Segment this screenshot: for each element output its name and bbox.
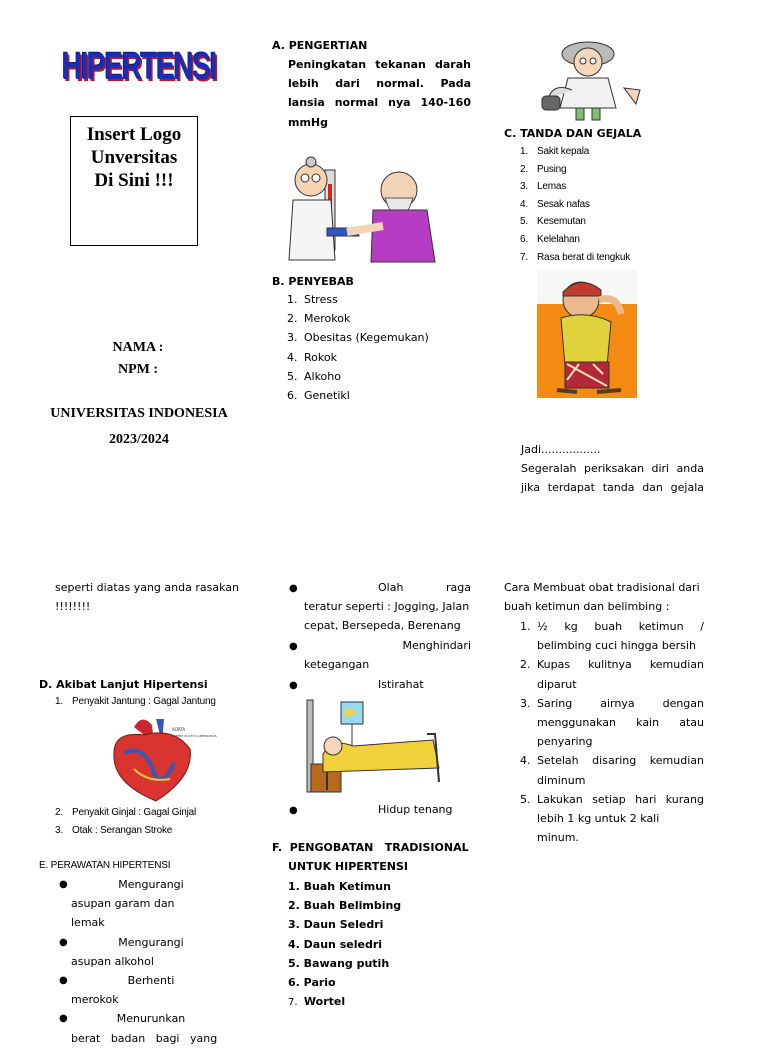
perawatan-list xyxy=(59,875,218,1048)
tanda-heading: C. TANDA DAN GEJALA xyxy=(504,127,642,140)
list-item: 3. Daun Seledri xyxy=(288,918,384,932)
logo-text-line-3: Di Sini !!! xyxy=(94,170,174,191)
cara-steps xyxy=(520,617,704,847)
advice-line: !!!!!!!! xyxy=(55,600,91,614)
heart-anatomy-illustration xyxy=(104,713,217,803)
list-item: 4. Daun seledri xyxy=(288,937,383,951)
pengobatan-heading-line1: F. PENGOBATAN TRADISIONAL xyxy=(272,841,469,854)
list-item: 1. Stress xyxy=(287,293,338,306)
list-item: 3. Saring airnya dengan menggunakan kain atau penyaring xyxy=(520,696,704,749)
list-item: 2. Merokok xyxy=(287,312,351,326)
akibat-heading: D. Akibat Lanjut Hipertensi xyxy=(39,678,208,691)
heart-label-ductus: PATENT DUCTUS ARTERIOSUS xyxy=(172,734,217,738)
menghindari-item: Menghindari ketegangan xyxy=(304,639,471,672)
list-item: 5. Bawang putih xyxy=(288,956,390,970)
pengertian-line: Peningkatan tekanan darah xyxy=(288,58,471,71)
list-item: 2. Kupas kulitnya kemudian diparut xyxy=(520,658,704,691)
pengertian-heading: A. PENGERTIAN xyxy=(272,39,368,52)
nama-label: NAMA : xyxy=(112,340,164,355)
list-item: ● Mengurangi asupan garam dan lemak xyxy=(59,878,184,930)
university-name: UNIVERSITAS INDONESIA xyxy=(50,406,228,421)
pengertian-text xyxy=(288,55,471,132)
list-item: 7. Rasa berat di tengkuk xyxy=(520,251,631,263)
list-item: 6. Kelelahan xyxy=(520,233,580,245)
olah-raga-item: Olah raga teratur seperti : Jogging, Jalan cepat, Bersepeda, Berenang xyxy=(304,581,471,633)
list-item: 6. Genetikl xyxy=(287,389,350,403)
list-item: 1. ½ kg buah ketimun / belimbing cuci hingga bersih xyxy=(520,620,704,653)
pengobatan-heading-line2: UNTUK HIPERTENSI xyxy=(288,860,409,873)
heart-label-aorta: AORTA xyxy=(172,727,186,732)
hidup-tenang-item: Hidup tenang xyxy=(378,803,453,816)
list-item: 7. Wortel xyxy=(288,995,346,1009)
list-item: 3. Lemas xyxy=(520,181,567,193)
list-item: 2. Buah Belimbing xyxy=(288,899,402,913)
akibat-list-part2 xyxy=(55,804,252,839)
list-item: 2. Pusing xyxy=(520,163,567,175)
list-item: 5. Kesemutan xyxy=(520,216,586,228)
logo-placeholder-box xyxy=(70,116,198,246)
cara-intro xyxy=(504,578,704,616)
list-item: 1. Sakit kepala xyxy=(520,146,590,157)
pengertian-line: mmHg xyxy=(288,115,329,129)
nurse-illustration xyxy=(538,38,644,122)
perawatan-heading: E. PERAWATAN HIPERTENSI xyxy=(39,860,171,871)
list-item: 1. Penyakit Jantung : Gagal Jantung xyxy=(55,696,216,707)
list-item: 5. Lakukan setiap hari kurang lebih 1 kg untuk 2 kali minum. xyxy=(520,792,704,845)
man-neck-pain-illustration xyxy=(537,270,637,398)
penyebab-list xyxy=(287,290,474,405)
list-item: 1. Buah Ketimun xyxy=(288,880,391,893)
list-item: 4. Setelah disaring kemudian diminum xyxy=(520,754,704,787)
jadi-advice xyxy=(521,459,704,497)
istirahat-item: Istirahat xyxy=(378,678,424,691)
doctor-measuring-blood-pressure-illustration xyxy=(287,150,439,264)
bullet-hidup: ● xyxy=(289,805,298,816)
list-item: ● Mengurangi asupan alkohol xyxy=(59,935,184,968)
academic-year: 2023/2024 xyxy=(109,432,169,447)
pengobatan-list xyxy=(288,877,468,1012)
list-item: ● Berhenti merokok xyxy=(59,974,175,1007)
list-item: 6. Pario xyxy=(288,976,336,990)
pengertian-line: lebih dari normal. Pada xyxy=(288,77,471,91)
akibat-list-part1 xyxy=(55,693,252,711)
tanda-list xyxy=(520,143,717,266)
logo-text-line-1: Insert Logo xyxy=(86,124,182,145)
list-item: 2. Penyakit Ginjal : Gagal Ginjal xyxy=(55,807,197,818)
list-item: 3. Otak : Serangan Stroke xyxy=(55,824,173,836)
list-item: ● Menurunkan berat badan bagi yang xyxy=(59,1012,218,1045)
advice-line: jika terdapat tanda dan gejala xyxy=(521,481,704,495)
jadi-text: Jadi................. xyxy=(521,443,601,456)
cara-intro-line: Cara Membuat obat tradisional dari xyxy=(504,581,700,594)
advice-line: Segeralah periksakan diri anda xyxy=(521,462,704,475)
logo-text-line-2: Unversitas xyxy=(90,147,178,168)
list-item: 4. Sesak nafas xyxy=(520,198,590,210)
patient-resting-in-bed-illustration xyxy=(303,698,445,796)
npm-label: NPM : xyxy=(117,362,159,377)
penyebab-heading: B. PENYEBAB xyxy=(272,275,354,288)
advice-line: seperti diatas yang anda rasakan xyxy=(55,581,239,594)
jadi-advice-continued xyxy=(55,578,245,616)
bullet-istirahat: ● xyxy=(289,680,298,691)
bullet-menghindari: ● xyxy=(289,641,298,652)
cara-intro-line: buah ketimun dan belimbing : xyxy=(504,600,670,614)
bullet-olah: ● xyxy=(289,583,298,594)
list-item: 5. Alkoho xyxy=(287,369,341,383)
document-title: HIPERTENSI xyxy=(62,46,216,88)
list-item: 4. Rokok xyxy=(287,350,337,364)
list-item: 3. Obesitas (Kegemukan) xyxy=(287,331,429,345)
pengertian-line: lansia normal nya 140-160 xyxy=(288,96,471,110)
